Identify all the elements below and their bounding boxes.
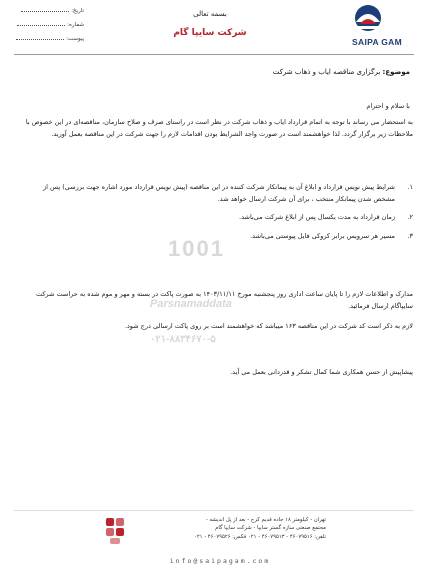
list-item xyxy=(20,230,413,242)
header-divider xyxy=(14,54,414,55)
footer-logo-icon xyxy=(104,516,126,548)
list-item-text: مسیر هر سرویس برابر کروکی فایل پیوستی می‌باشد. xyxy=(250,231,395,240)
subject-line xyxy=(20,68,410,76)
footer-address-line-1: تهران - کیلومتر ۱۸ جاده قدیم کرج - بعد از پل اندیشه - xyxy=(205,517,326,523)
watermark-site: Parsnamaddata xyxy=(150,298,232,310)
date-line xyxy=(21,11,69,12)
list-item xyxy=(20,211,413,223)
date-field xyxy=(14,8,84,14)
closing-paragraph: پیشاپیش از حسن همکاری شما کمال تشکر و قدردانی بعمل می آید. xyxy=(230,368,413,376)
footer-address-line-2: مجتمع صنعتی سازه گستر سایپا - شرکت سایپا گام xyxy=(215,525,326,532)
watermark-phone: ۰۲۱-۸۸۳۴۶۷۰-۵ xyxy=(150,334,216,345)
attachment-field xyxy=(14,36,84,42)
greeting: با سلام و احترام xyxy=(366,102,410,110)
date-label: تاریخ: xyxy=(71,8,84,14)
list-item-text: شرایط پیش نویس قرارداد و ابلاغ آن به پیمانکار شرکت کننده در این مناقصه (پیش نویس قرارداد مورد اشاره جهت بررسی) پس از مشخص شدن پیمانکار منتخب ، برای آن شرکت ارسال خواهد شد. xyxy=(43,183,395,204)
note-paragraph: لازم به ذکر است کد شرکت در این مناقصه ۱۶۳ میباشد که خواهشمند است بر روی پاکت ارسالی درج شود. xyxy=(124,322,413,330)
number-field xyxy=(14,22,84,28)
company-name: شرکت سایپا گام xyxy=(173,28,247,38)
list-item-number: ۱. xyxy=(407,183,413,191)
number-line xyxy=(17,25,65,26)
intro-paragraph: به استحضار می رساند با توجه به اتمام قرارداد ایاب و ذهاب شرکت در نظر است در راستای صرف و صلاح سازمان، مناقصه‌ای در این خصوص با ملاحظات زیر برگزار گردد. لذا خواهشمند است در صورت واجد الشرایط بودن اقدامات لازم را جهت شرکت در این مناقصه بعمل آورید. xyxy=(25,118,413,139)
list-item-number: ۲. xyxy=(407,213,413,222)
watermark-number: 1001 xyxy=(168,236,225,261)
attachment-line xyxy=(16,39,64,40)
basmala: بسمه تعالی xyxy=(193,10,227,18)
footer-email: info@saipagam.com xyxy=(169,557,271,565)
subject-text: برگزاری مناقصه ایاب و ذهاب شرکت xyxy=(272,68,381,76)
footer-phone: تلفن: ۴۶۰۷۹۵۱۶ - ۴۶۰۷۹۵۱۳ - ۰۲۱ فکس: ۴۶۰۷۹۵۲۶ - ۰۲۱ xyxy=(193,533,326,540)
documents-paragraph: مدارک و اطلاعات لازم را تا پایان ساعت اداری روز پنجشنبه مورخ ۱۴۰۳/۱۱/۱۱ به صورت پاکت در بسته و مهر و موم شده به حراست شرکت سایپاگام ارسال فرمائید. xyxy=(35,290,413,311)
attachment-label: پیوست: xyxy=(66,36,84,42)
list-item xyxy=(20,181,413,205)
conditions-list xyxy=(20,181,413,248)
subject-label: موضوع: xyxy=(382,68,410,76)
number-label: شماره: xyxy=(67,22,84,28)
footer-address xyxy=(130,516,326,541)
list-item-text: زمان قرارداد به مدت یکسال پس از ابلاغ شرکت می‌باشد. xyxy=(239,213,395,222)
logo-text: SAIPA GAM xyxy=(352,37,402,47)
list-item-number: ۳. xyxy=(407,231,413,240)
footer-divider xyxy=(14,510,414,511)
